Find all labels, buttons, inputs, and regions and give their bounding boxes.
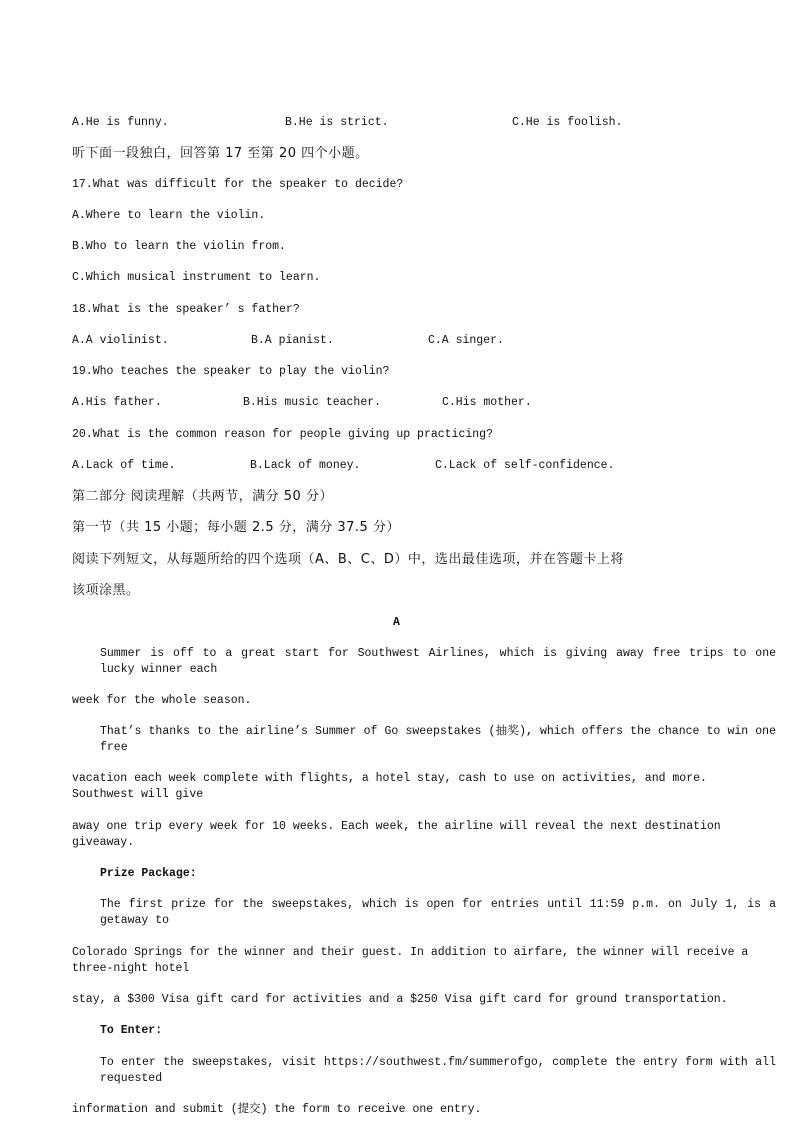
- passage-p2-first: That’s thanks to the airline’s Summer of Go sweepstakes (抽奖), which offers the chance to win one free: [100, 725, 776, 754]
- section1-heading: 第一节（共 15 小题；每小题 2.5 分，满分 37.5 分）: [72, 520, 400, 535]
- passage-p3-first: The first prize for the sweepstakes, which is open for entries until 11:59 p.m. on July 1, is a getaway to: [100, 898, 776, 927]
- passage-p1-cont: week for the whole season.: [72, 694, 252, 707]
- q18-option-b: B.A pianist.: [251, 334, 334, 347]
- passage-p3-cont1: Colorado Springs for the winner and their guest. In addition to airfare, the winner will receive a three-night hotel: [72, 946, 749, 975]
- q20-option-a: A.Lack of time.: [72, 459, 176, 472]
- passage-p3-cont2: stay, a $300 Visa gift card for activities and a $250 Visa gift card for ground transportation.: [72, 993, 728, 1006]
- instruction-line-2: 该项涂黑。: [72, 583, 140, 598]
- passage-p2-cont2: away one trip every week for 10 weeks. Each week, the airline will reveal the next destination giveaway.: [72, 820, 721, 849]
- to-enter-heading: To Enter:: [100, 1024, 163, 1037]
- q18-option-a: A.A violinist.: [72, 334, 169, 347]
- passage-letter: A: [393, 616, 400, 629]
- q17-option-b: B.Who to learn the violin from.: [72, 240, 286, 253]
- q17-question: 17.What was difficult for the speaker to decide?: [72, 178, 404, 191]
- q16-option-b: B.He is strict.: [285, 116, 389, 129]
- passage-p4-cont: information and submit (提交) the form to receive one entry.: [72, 1103, 482, 1116]
- part2-heading: 第二部分 阅读理解（共两节，满分 50 分）: [72, 489, 333, 504]
- monologue-instruction: 听下面一段独白，回答第 17 至第 20 四个小题。: [72, 146, 369, 161]
- passage-p2-cont1: vacation each week complete with flights, a hotel stay, cash to use on activities, and more. Southwest will give: [72, 772, 707, 801]
- passage-p1-first: Summer is off to a great start for Southwest Airlines, which is giving away free trips to one lucky winner each: [100, 647, 776, 676]
- q20-option-c: C.Lack of self-confidence.: [435, 459, 615, 472]
- q18-option-c: C.A singer.: [428, 334, 504, 347]
- q16-option-c: C.He is foolish.: [512, 116, 623, 129]
- q17-option-c: C.Which musical instrument to learn.: [72, 271, 321, 284]
- q18-question: 18.What is the speaker’ s father?: [72, 303, 300, 316]
- q19-option-a: A.His father.: [72, 396, 162, 409]
- q20-question: 20.What is the common reason for people giving up practicing?: [72, 428, 493, 441]
- q16-option-a: A.He is funny.: [72, 116, 169, 129]
- passage-p4-first: To enter the sweepstakes, visit https://southwest.fm/summerofgo, complete the entry form with all requested: [100, 1056, 776, 1085]
- prize-package-heading: Prize Package:: [100, 867, 197, 880]
- q19-option-c: C.His mother.: [442, 396, 532, 409]
- q19-question: 19.Who teaches the speaker to play the violin?: [72, 365, 390, 378]
- instruction-line-1: 阅读下列短文，从每题所给的四个选项（A、B、C、D）中，选出最佳选项，并在答题卡上将: [72, 552, 624, 567]
- q17-option-a: A.Where to learn the violin.: [72, 209, 266, 222]
- q19-option-b: B.His music teacher.: [243, 396, 382, 409]
- q20-option-b: B.Lack of money.: [250, 459, 361, 472]
